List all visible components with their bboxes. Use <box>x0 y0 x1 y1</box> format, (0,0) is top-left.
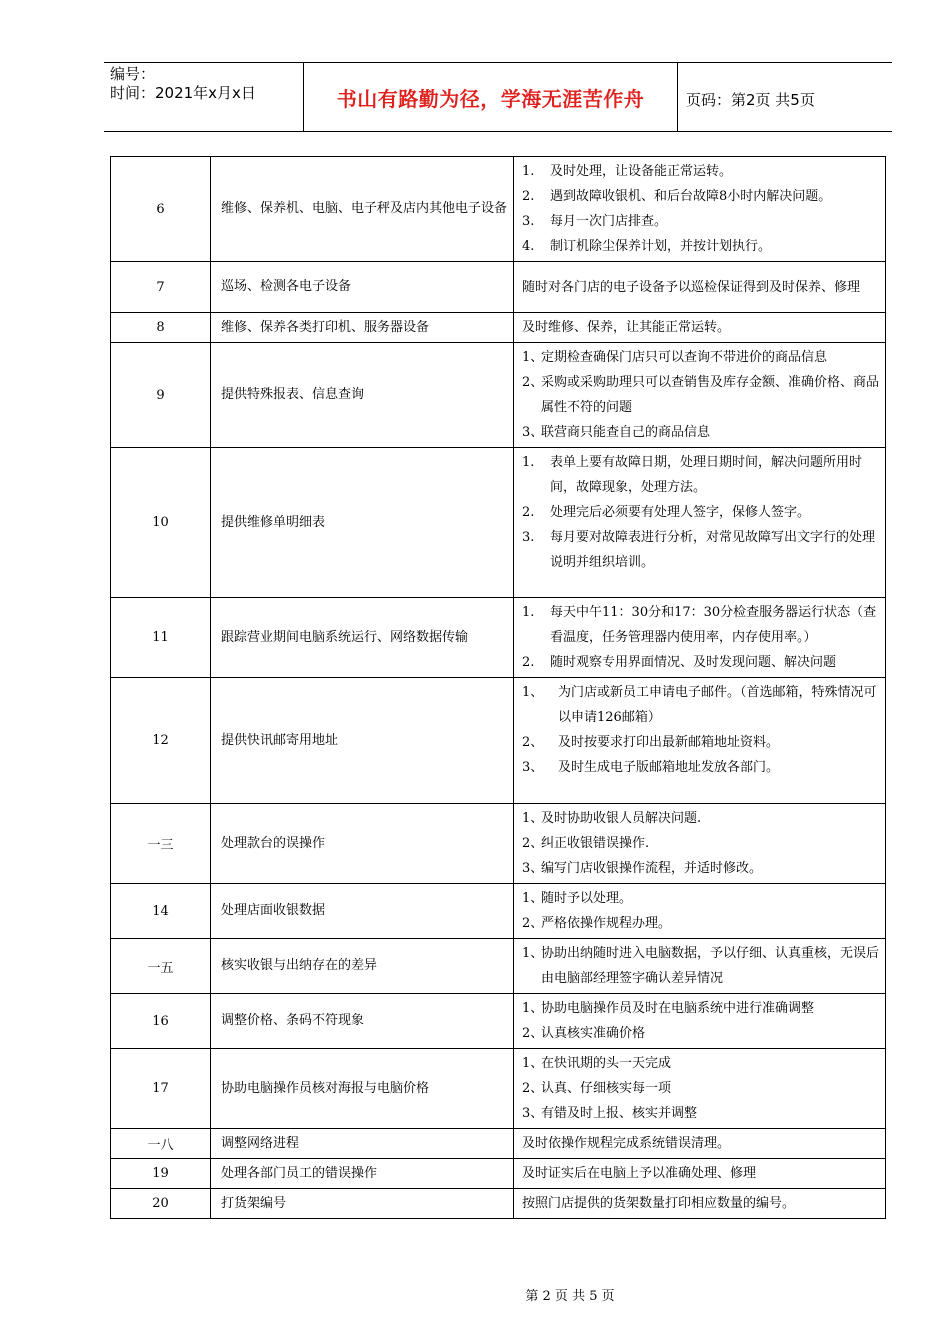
duty-table <box>110 156 886 1219</box>
row-item: 处理款台的误操作 <box>211 804 514 884</box>
row-description <box>514 939 886 994</box>
list-item: 1. 每天中午11：30分和17：30分检查服务器运行状态（查看温度，任务管理器内使用率，内存使用率。） <box>522 605 877 645</box>
header-page-info: 页码：第2页 共5页 <box>686 91 815 109</box>
header-divider <box>677 63 678 131</box>
list-item: 1、 为门店或新员工申请电子邮件。（首选邮箱，特殊情况可以申请126邮箱） <box>522 685 877 725</box>
table-row <box>111 1189 886 1219</box>
row-item: 跟踪营业期间电脑系统运行、网络数据传输 <box>211 598 514 678</box>
row-number: 一三 <box>111 804 211 884</box>
row-item: 处理店面收银数据 <box>211 884 514 939</box>
row-item: 处理各部门员工的错误操作 <box>211 1159 514 1189</box>
row-number: 9 <box>111 343 211 448</box>
row-number: 7 <box>111 262 211 313</box>
list-item: 4. 制订机除尘保养计划，并按计划执行。 <box>522 239 772 254</box>
row-description <box>514 994 886 1049</box>
table-row <box>111 1159 886 1189</box>
row-item: 巡场、检测各电子设备 <box>211 262 514 313</box>
list-item: 1、 及时协助收银人员解决问题. <box>522 811 702 826</box>
list-item: 及时依操作规程完成系统错误清理。 <box>522 1136 731 1151</box>
list-item: 及时证实后在电脑上予以准确处理、修理 <box>522 1166 757 1181</box>
table-row <box>111 262 886 313</box>
list-item: 3、 有错及时上报、核实并调整 <box>522 1106 698 1121</box>
list-item: 2、 认真核实准确价格 <box>522 1026 646 1041</box>
row-number: 10 <box>111 448 211 598</box>
number-label: 编号： <box>110 65 156 83</box>
list-item: 2、 及时按要求打印出最新邮箱地址资料。 <box>522 735 780 750</box>
row-item: 核实收银与出纳存在的差异 <box>211 939 514 994</box>
list-item: 2. 随时观察专用界面情况、及时发现问题、解决问题 <box>522 655 837 670</box>
row-item: 维修、保养各类打印机、服务器设备 <box>211 313 514 343</box>
row-description <box>514 157 886 262</box>
list-item: 随时对各门店的电子设备予以巡检保证得到及时保养、修理 <box>522 279 861 295</box>
list-item: 3、 编写门店收银操作流程，并适时修改。 <box>522 861 763 876</box>
row-item: 打货架编号 <box>211 1189 514 1219</box>
table-row <box>111 1049 886 1129</box>
row-description <box>514 804 886 884</box>
row-number: 一八 <box>111 1129 211 1159</box>
row-number: 11 <box>111 598 211 678</box>
row-item: 协助电脑操作员核对海报与电脑价格 <box>211 1049 514 1129</box>
time-label: 时间：2021年x月x日 <box>110 84 256 102</box>
list-item: 2、 认真、仔细核实每一项 <box>522 1081 672 1096</box>
list-item: 1、 协助电脑操作员及时在电脑系统中进行准确调整 <box>522 1001 815 1016</box>
row-description <box>514 262 886 313</box>
list-item: 3. 每月一次门店排查。 <box>522 214 668 229</box>
row-description <box>514 1159 886 1189</box>
list-item: 3、 联营商只能查自己的商品信息 <box>522 425 711 440</box>
list-item: 1、 定期检查确保门店只可以查询不带进价的商品信息 <box>522 350 828 365</box>
row-description <box>514 1049 886 1129</box>
list-item: 及时维修、保养，让其能正常运转。 <box>522 320 731 335</box>
row-number: 12 <box>111 678 211 804</box>
table-row <box>111 313 886 343</box>
row-item: 提供维修单明细表 <box>211 448 514 598</box>
table-row <box>111 994 886 1049</box>
table-row <box>111 939 886 994</box>
row-description <box>514 884 886 939</box>
row-description <box>514 1129 886 1159</box>
row-number: 20 <box>111 1189 211 1219</box>
row-description <box>514 343 886 448</box>
table-row <box>111 804 886 884</box>
row-number: 16 <box>111 994 211 1049</box>
list-item: 3. 每月要对故障表进行分析，对常见故障写出文字行的处理说明并组织培训。 <box>522 530 876 570</box>
row-item: 调整价格、条码不符现象 <box>211 994 514 1049</box>
row-description <box>514 678 886 804</box>
row-description <box>514 448 886 598</box>
table-row <box>111 343 886 448</box>
list-item: 2、 严格依操作规程办理。 <box>522 916 672 931</box>
row-description <box>514 313 886 343</box>
list-item: 1、 协助出纳随时进入电脑数据，予以仔细、认真重核，无误后由电脑部经理签字确认差异情况 <box>522 946 880 986</box>
header-meta <box>110 65 306 103</box>
row-number: 19 <box>111 1159 211 1189</box>
row-number: 一五 <box>111 939 211 994</box>
row-number: 14 <box>111 884 211 939</box>
list-item: 2、 采购或采购助理只可以查销售及库存金额、准确价格、商品属性不符的问题 <box>522 375 880 415</box>
table-row <box>111 884 886 939</box>
list-item: 3、 及时生成电子版邮箱地址发放各部门。 <box>522 760 780 775</box>
table-row <box>111 1129 886 1159</box>
list-item: 按照门店提供的货架数量打印相应数量的编号。 <box>522 1196 796 1211</box>
table-row <box>111 448 886 598</box>
header-motto: 书山有路勤为径，学海无涯苦作舟 <box>336 87 645 111</box>
list-item: 1. 表单上要有故障日期，处理日期时间，解决问题所用时间，故障现象，处理方法。 <box>522 455 863 495</box>
row-item: 维修、保养机、电脑、电子秤及店内其他电子设备 <box>211 157 514 262</box>
list-item: 2. 处理完后必须要有处理人签字，保修人签字。 <box>522 505 811 520</box>
list-item: 1. 及时处理，让设备能正常运转。 <box>522 164 733 179</box>
table-row <box>111 157 886 262</box>
list-item: 2. 遇到故障收银机、和后台故障8小时内解决问题。 <box>522 189 832 204</box>
page-header <box>104 62 892 132</box>
table-row <box>111 678 886 804</box>
page-footer: 第 2 页 共 5 页 <box>525 1289 615 1304</box>
row-number: 6 <box>111 157 211 262</box>
list-item: 1、 在快讯期的头一天完成 <box>522 1056 672 1071</box>
row-number: 8 <box>111 313 211 343</box>
row-item: 提供快讯邮寄用地址 <box>211 678 514 804</box>
table-row <box>111 598 886 678</box>
row-item: 提供特殊报表、信息查询 <box>211 343 514 448</box>
list-item: 2、 纠正收银错误操作. <box>522 836 650 851</box>
row-description <box>514 598 886 678</box>
row-number: 17 <box>111 1049 211 1129</box>
row-item: 调整网络进程 <box>211 1129 514 1159</box>
list-item: 1、 随时予以处理。 <box>522 891 633 906</box>
row-description <box>514 1189 886 1219</box>
